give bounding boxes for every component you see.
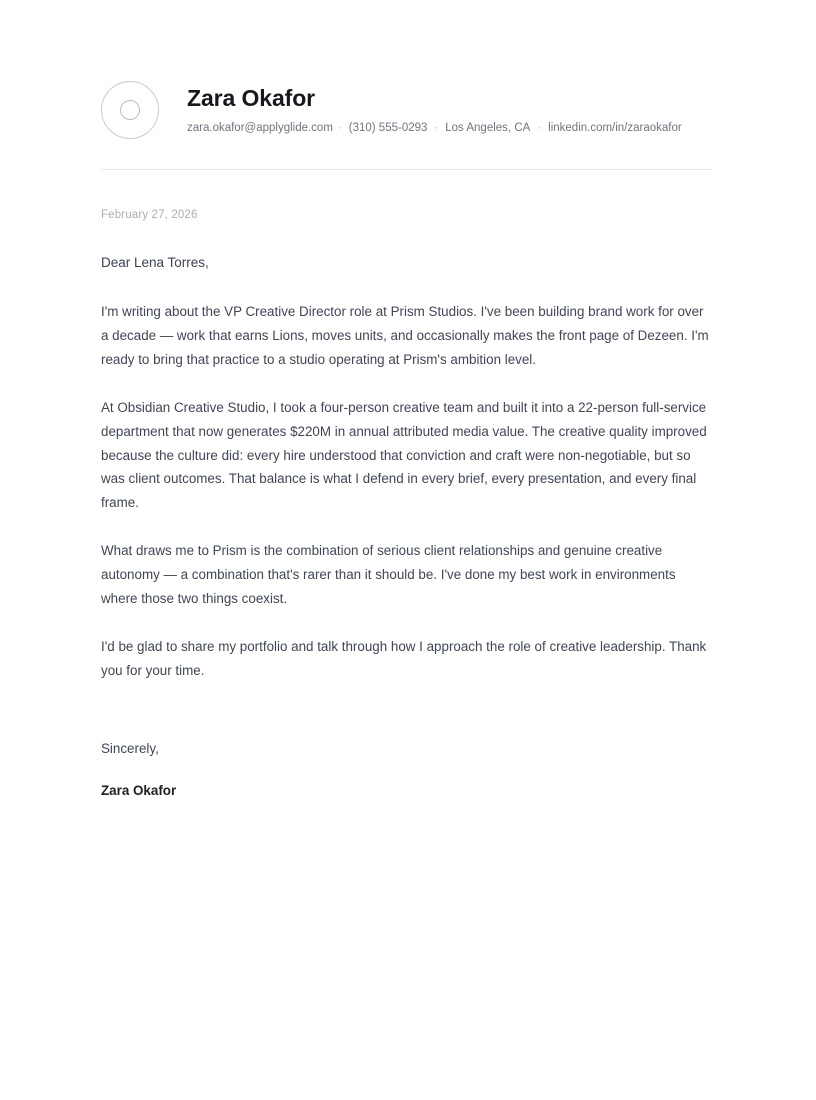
- letter-header: [101, 81, 712, 139]
- letter-body: [101, 300, 712, 682]
- letter-paragraph: I'd be glad to share my portfolio and talk through how I approach the role of creative leadership. Thank you for your time.: [101, 638, 707, 678]
- letter-paragraph: At Obsidian Creative Studio, I took a four-person creative team and built it into a 22-person full-service department that now generates $220M in annual attributed media value. The creative quality improved because the culture did: every hire understood that conviction and craft were non-negotiable, but so was client outcomes. That balance is what I defend in every brief, every presentation, and every final frame.: [101, 399, 707, 511]
- page-title: Zara Okafor: [187, 84, 316, 111]
- letter-paragraph: I'm writing about the VP Creative Director role at Prism Studios. I've been building brand work for over a decade — work that earns Lions, moves units, and occasionally makes the front page of Dezeen. I'm ready to bring that practice to a studio operating at Prism's ambition level.: [101, 304, 709, 367]
- contact-separator-2: ·: [434, 121, 439, 134]
- letter-closing: Sincerely,: [101, 741, 159, 757]
- letter-paragraph: What draws me to Prism is the combination of serious client relationships and genuine creative autonomy — a combination that's rarer than it should be. I've done my best work in environments where those two things coexist.: [101, 543, 676, 606]
- letter-date: February 27, 2026: [101, 209, 198, 221]
- contact-location: Los Angeles, CA: [445, 121, 531, 134]
- contact-separator-3: ·: [537, 121, 542, 134]
- user-avatar-placeholder-icon: [101, 81, 159, 139]
- contact-phone[interactable]: (310) 555-0293: [348, 121, 428, 134]
- avatar-inner-circle-icon: [120, 100, 140, 120]
- contact-email[interactable]: zara.okafor@applyglide.com: [187, 121, 333, 134]
- letter-salutation: Dear Lena Torres,: [101, 255, 209, 270]
- contact-linkedin[interactable]: linkedin.com/in/zaraokafor: [548, 121, 682, 134]
- contact-separator-1: ·: [338, 121, 343, 134]
- identity-block: [187, 85, 682, 136]
- contact-line: [187, 121, 682, 135]
- letter-signature: Zara Okafor: [101, 782, 177, 798]
- letter-container: [101, 81, 712, 801]
- header-divider: [101, 169, 712, 170]
